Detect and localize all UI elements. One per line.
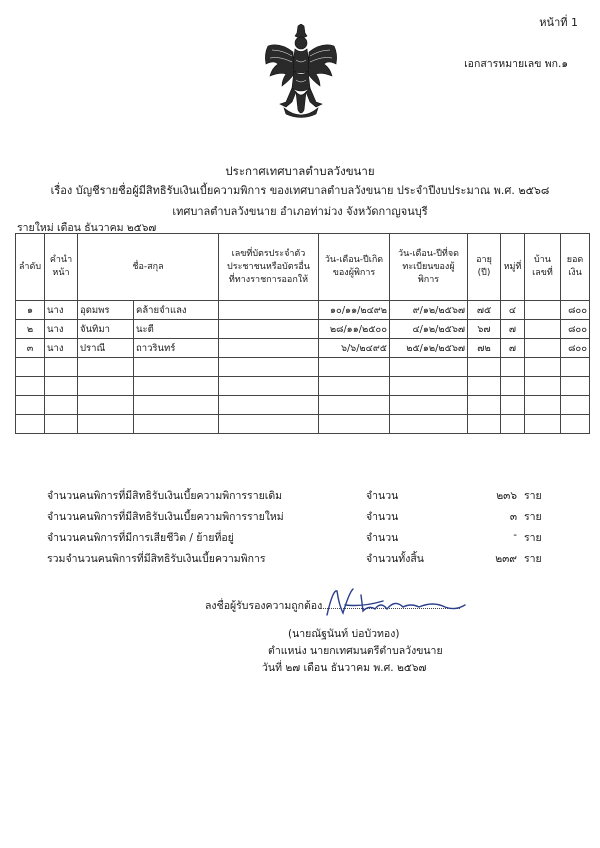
cell-prefix: นาง: [45, 320, 78, 339]
cell-no: [16, 396, 45, 415]
cell-birth-date: [319, 396, 390, 415]
cell-prefix: [45, 415, 78, 434]
cell-prefix: [45, 358, 78, 377]
cell-prefix: นาง: [45, 301, 78, 320]
announcement-location: เทศบาลตำบลวังขนาย อำเภอท่าม่วง จังหวัดกาญจนบุรี: [172, 205, 428, 218]
col-header-register: วัน-เดือน-ปีที่จดทะเบียนของผู้พิการ: [390, 234, 468, 301]
cell-moo: [501, 377, 525, 396]
cell-first-name: จันทิมา: [78, 320, 134, 339]
cell-moo: [501, 415, 525, 434]
col-header-no: ลำดับ: [16, 234, 45, 301]
cell-birth-date: [319, 415, 390, 434]
cell-register-date: ๔/๑๒/๒๕๖๗: [390, 320, 468, 339]
cell-amount: [561, 415, 590, 434]
cell-prefix: [45, 396, 78, 415]
cell-id-card: [219, 415, 319, 434]
col-header-prefix: คำนำหน้า: [45, 234, 78, 301]
announcement-subject: เรื่อง บัญชีรายชื่อผู้มีสิทธิรับเงินเบี้ยความพิการ ของเทศบาลตำบลวังขนาย ประจำปีงบประมาณ พ.ศ. ๒๕๖๘: [50, 184, 550, 197]
summary-unit: จำนวน: [366, 532, 399, 544]
signer-name: (นายณัฐนันท์ บ่อบัวทอง): [288, 628, 400, 640]
cell-amount: [561, 396, 590, 415]
cell-no: [16, 377, 45, 396]
cell-no: [16, 358, 45, 377]
table-row: [16, 320, 590, 339]
cell-register-date: [390, 358, 468, 377]
cell-birth-date: ๖/๖/๒๔๙๕: [319, 339, 390, 358]
cell-no: ๒: [16, 320, 45, 339]
cell-amount: ๘๐๐: [561, 339, 590, 358]
table-row: [16, 339, 590, 358]
col-header-moo: หมู่ที่: [501, 234, 525, 301]
summary-label: จำนวนคนพิการที่มีสิทธิรับเงินเบี้ยความพิการรายใหม่: [47, 511, 284, 523]
summary-suffix: ราย: [524, 511, 542, 523]
signature-label: ลงชื่อผู้รับรองความถูกต้อง: [205, 600, 323, 612]
cell-id-card: [219, 396, 319, 415]
cell-id-card: [219, 320, 319, 339]
cell-birth-date: [319, 358, 390, 377]
cell-first-name: อุดมพร: [78, 301, 134, 320]
cell-house-no: [525, 415, 561, 434]
summary-label: จำนวนคนพิการที่มีสิทธิรับเงินเบี้ยความพิการรายเดิม: [47, 490, 283, 502]
cell-register-date: [390, 396, 468, 415]
cell-prefix: [45, 377, 78, 396]
cell-age: [468, 358, 501, 377]
list-caption: รายใหม่ เดือน ธันวาคม ๒๕๖๗: [17, 222, 157, 234]
cell-first-name: ปราณี: [78, 339, 134, 358]
cell-amount: ๘๐๐: [561, 301, 590, 320]
table-row: [16, 301, 590, 320]
announcement-title: ประกาศเทศบาลตำบลวังขนาย: [225, 164, 375, 178]
empty-table-row: [16, 358, 590, 377]
cell-moo: ๗: [501, 320, 525, 339]
cell-amount: [561, 377, 590, 396]
cell-birth-date: ๑๐/๑๑/๒๔๙๒: [319, 301, 390, 320]
cell-last-name: ถาวรินทร์: [134, 339, 219, 358]
col-header-house: บ้านเลขที่: [525, 234, 561, 301]
cell-last-name: [134, 396, 219, 415]
cell-age: [468, 396, 501, 415]
signature-block: [0, 585, 600, 685]
cell-last-name: นะตี: [134, 320, 219, 339]
cell-first-name: [78, 396, 134, 415]
summary-value: -: [513, 529, 517, 541]
cell-last-name: [134, 377, 219, 396]
col-header-birth: วัน-เดือน-ปีเกิดของผู้พิการ: [319, 234, 390, 301]
cell-no: ๑: [16, 301, 45, 320]
col-header-id-card: เลขที่บัตรประจำตัวประชาชนหรือบัตรอื่นที่ทางราชการออกให้: [219, 234, 319, 301]
summary-suffix: ราย: [524, 490, 542, 502]
cell-age: ๗๕: [468, 301, 501, 320]
document-number: เอกสารหมายเลข พก.๑: [464, 58, 568, 70]
signature-date: วันที่ ๒๗ เดือน ธันวาคม พ.ศ. ๒๕๖๗: [262, 662, 427, 674]
cell-last-name: คล้ายจำแลง: [134, 301, 219, 320]
page-number: หน้าที่ 1: [539, 16, 578, 29]
cell-last-name: [134, 415, 219, 434]
cell-house-no: [525, 377, 561, 396]
cell-id-card: [219, 358, 319, 377]
cell-first-name: [78, 358, 134, 377]
summary-suffix: ราย: [524, 532, 542, 544]
cell-birth-date: ๒๘/๑๑/๒๕๐๐: [319, 320, 390, 339]
cell-first-name: [78, 377, 134, 396]
cell-age: ๖๗: [468, 320, 501, 339]
col-header-name: ชื่อ-สกุล: [78, 234, 219, 301]
cell-register-date: [390, 415, 468, 434]
cell-register-date: ๙/๑๒/๒๕๖๗: [390, 301, 468, 320]
cell-last-name: [134, 358, 219, 377]
cell-moo: [501, 396, 525, 415]
cell-moo: ๗: [501, 339, 525, 358]
col-header-age: อายุ (ปี): [468, 234, 501, 301]
garuda-emblem-icon: [262, 24, 340, 122]
summary-value: ๒๓๙: [495, 553, 517, 565]
empty-table-row: [16, 415, 590, 434]
cell-register-date: ๒๕/๑๒/๒๕๖๗: [390, 339, 468, 358]
cell-no: ๓: [16, 339, 45, 358]
summary-label: รวมจำนวนคนพิการที่มีสิทธิรับเงินเบี้ยความพิการ: [47, 553, 266, 565]
cell-first-name: [78, 415, 134, 434]
cell-moo: [501, 358, 525, 377]
summary-label: จำนวนคนพิการที่มีการเสียชีวิต / ย้ายที่อยู่: [47, 532, 234, 544]
cell-id-card: [219, 339, 319, 358]
handwritten-signature: [323, 585, 473, 619]
summary-value: ๓: [509, 511, 517, 523]
cell-prefix: นาง: [45, 339, 78, 358]
cell-house-no: [525, 320, 561, 339]
empty-table-row: [16, 396, 590, 415]
empty-table-row: [16, 377, 590, 396]
cell-house-no: [525, 339, 561, 358]
summary-unit: จำนวน: [366, 490, 399, 502]
cell-birth-date: [319, 377, 390, 396]
cell-age: [468, 377, 501, 396]
cell-age: ๗๒: [468, 339, 501, 358]
summary-unit: จำนวน: [366, 511, 399, 523]
cell-age: [468, 415, 501, 434]
cell-no: [16, 415, 45, 434]
cell-house-no: [525, 301, 561, 320]
cell-id-card: [219, 301, 319, 320]
cell-moo: ๔: [501, 301, 525, 320]
summary-suffix: ราย: [524, 553, 542, 565]
cell-register-date: [390, 377, 468, 396]
col-header-amount: ยอดเงิน: [561, 234, 590, 301]
summary-value: ๒๓๖: [496, 490, 517, 502]
beneficiary-table: [15, 233, 590, 434]
cell-house-no: [525, 358, 561, 377]
cell-amount: [561, 358, 590, 377]
signer-position: ตำแหน่ง นายกเทศมนตรีตำบลวังขนาย: [268, 645, 443, 657]
summary-unit: จำนวนทั้งสิ้น: [366, 553, 424, 565]
cell-house-no: [525, 396, 561, 415]
cell-id-card: [219, 377, 319, 396]
cell-amount: ๘๐๐: [561, 320, 590, 339]
